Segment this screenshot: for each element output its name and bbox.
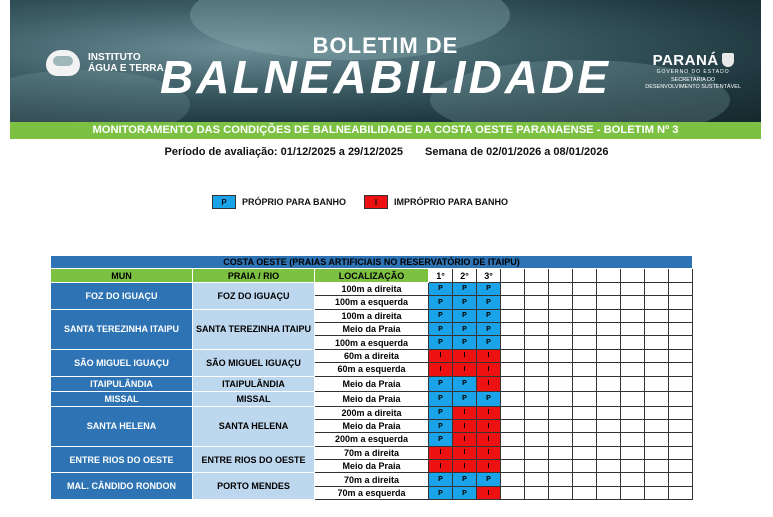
empty-week-cell bbox=[525, 406, 549, 419]
page-title: BALNEABILIDADE bbox=[160, 51, 611, 103]
status-cell: P bbox=[429, 309, 453, 322]
empty-week-cell bbox=[597, 309, 621, 322]
status-cell: P bbox=[453, 309, 477, 322]
status-cell: P bbox=[429, 473, 453, 486]
location-cell: 70m a direita bbox=[315, 473, 429, 486]
beach-cell: SÃO MIGUEL IGUAÇU bbox=[193, 349, 315, 376]
empty-week-cell bbox=[573, 376, 597, 391]
period-line bbox=[0, 146, 773, 158]
municipality-cell: ITAIPULÂNDIA bbox=[51, 376, 193, 391]
status-cell: P bbox=[477, 296, 501, 309]
empty-week-cell bbox=[573, 446, 597, 459]
empty-week-cell bbox=[669, 486, 693, 499]
empty-week-cell bbox=[525, 376, 549, 391]
municipality-cell: SÃO MIGUEL IGUAÇU bbox=[51, 349, 193, 376]
status-cell: P bbox=[429, 433, 453, 446]
municipality-cell: FOZ DO IGUAÇU bbox=[51, 282, 193, 309]
beach-cell: SANTA HELENA bbox=[193, 406, 315, 446]
status-cell: I bbox=[477, 446, 501, 459]
empty-week-cell bbox=[573, 309, 597, 322]
coat-of-arms-icon bbox=[722, 53, 734, 67]
empty-week-cell bbox=[525, 433, 549, 446]
empty-week-cell bbox=[549, 322, 573, 335]
table-title: COSTA OESTE (PRAIAS ARTIFICIAIS NO RESERVATÓRIO DE ITAIPU) bbox=[51, 256, 693, 269]
status-cell: P bbox=[477, 322, 501, 335]
empty-week-cell bbox=[501, 391, 525, 406]
empty-week-cell bbox=[621, 419, 645, 432]
empty-week-cell bbox=[645, 486, 669, 499]
empty-week-cell bbox=[669, 433, 693, 446]
empty-week-cell bbox=[597, 296, 621, 309]
status-cell: I bbox=[429, 363, 453, 376]
location-cell: 200m a esquerda bbox=[315, 433, 429, 446]
status-cell: I bbox=[453, 419, 477, 432]
beach-cell: PORTO MENDES bbox=[193, 473, 315, 500]
beach-cell: SANTA TEREZINHA ITAIPU bbox=[193, 309, 315, 349]
logo-left-line2: ÁGUA E TERRA bbox=[88, 63, 164, 74]
empty-week-cell bbox=[573, 419, 597, 432]
empty-week-cell bbox=[669, 391, 693, 406]
table-header-row bbox=[51, 269, 693, 282]
week-period: Semana de 02/01/2026 a 08/01/2026 bbox=[425, 146, 609, 158]
header-localizacao: LOCALIZAÇÃO bbox=[315, 269, 429, 282]
table-row bbox=[51, 406, 693, 419]
empty-week-cell bbox=[573, 296, 597, 309]
empty-week-cell bbox=[645, 282, 669, 295]
location-cell: Meio da Praia bbox=[315, 460, 429, 473]
empty-week-cell bbox=[645, 419, 669, 432]
empty-week-cell bbox=[525, 473, 549, 486]
location-cell: 100m a esquerda bbox=[315, 296, 429, 309]
status-cell: I bbox=[453, 349, 477, 362]
empty-week-cell bbox=[597, 446, 621, 459]
empty-week-cell bbox=[597, 460, 621, 473]
empty-week-cell bbox=[549, 433, 573, 446]
empty-week-cell bbox=[525, 460, 549, 473]
empty-week-cell bbox=[525, 363, 549, 376]
location-cell: Meio da Praia bbox=[315, 419, 429, 432]
status-cell: P bbox=[453, 391, 477, 406]
status-cell: P bbox=[429, 486, 453, 499]
legend bbox=[212, 195, 508, 209]
status-cell: P bbox=[429, 322, 453, 335]
beach-cell: MISSAL bbox=[193, 391, 315, 406]
location-cell: 100m a direita bbox=[315, 309, 429, 322]
empty-week-cell bbox=[501, 406, 525, 419]
empty-week-cell bbox=[669, 446, 693, 459]
municipality-cell: MAL. CÂNDIDO RONDON bbox=[51, 473, 193, 500]
parana-gov: GOVERNO DO ESTADO bbox=[656, 69, 730, 75]
municipality-cell: MISSAL bbox=[51, 391, 193, 406]
municipality-cell: SANTA HELENA bbox=[51, 406, 193, 446]
status-cell: I bbox=[477, 376, 501, 391]
empty-week-cell bbox=[621, 309, 645, 322]
location-cell: 100m a esquerda bbox=[315, 336, 429, 349]
empty-week-cell bbox=[645, 349, 669, 362]
empty-week-cell bbox=[669, 363, 693, 376]
status-cell: P bbox=[429, 296, 453, 309]
status-cell: I bbox=[453, 460, 477, 473]
empty-week-cell bbox=[525, 486, 549, 499]
empty-week-cell bbox=[669, 282, 693, 295]
status-cell: I bbox=[453, 446, 477, 459]
empty-week-cell bbox=[501, 376, 525, 391]
parana-sec1: SECRETARIA DO bbox=[671, 77, 716, 83]
empty-week-cell bbox=[549, 376, 573, 391]
beach-cell: ITAIPULÂNDIA bbox=[193, 376, 315, 391]
location-cell: Meio da Praia bbox=[315, 376, 429, 391]
empty-week-cell bbox=[621, 336, 645, 349]
empty-week-cell bbox=[597, 376, 621, 391]
status-cell: I bbox=[453, 363, 477, 376]
empty-week-cell bbox=[573, 460, 597, 473]
empty-week-cell bbox=[645, 336, 669, 349]
empty-week-cell bbox=[645, 309, 669, 322]
empty-week-cell bbox=[597, 433, 621, 446]
location-cell: Meio da Praia bbox=[315, 322, 429, 335]
empty-week-cell bbox=[525, 446, 549, 459]
empty-week-cell bbox=[621, 282, 645, 295]
table-row bbox=[51, 391, 693, 406]
status-cell: P bbox=[453, 376, 477, 391]
status-cell: I bbox=[429, 446, 453, 459]
parana-logo bbox=[645, 52, 741, 91]
empty-week-cell bbox=[501, 486, 525, 499]
empty-week-cell bbox=[645, 391, 669, 406]
location-cell: 70m a direita bbox=[315, 446, 429, 459]
status-cell: I bbox=[477, 486, 501, 499]
table-row bbox=[51, 446, 693, 459]
empty-week-cell bbox=[621, 349, 645, 362]
empty-week-cell bbox=[597, 282, 621, 295]
status-cell: P bbox=[429, 419, 453, 432]
header-mun: MUN bbox=[51, 269, 193, 282]
empty-week-cell bbox=[621, 433, 645, 446]
evaluation-period: Período de avaliação: 01/12/2025 a 29/12/2025 bbox=[164, 146, 403, 158]
empty-week-cell bbox=[597, 349, 621, 362]
empty-week-cell bbox=[621, 391, 645, 406]
empty-week-cell bbox=[525, 391, 549, 406]
empty-week-cell bbox=[549, 460, 573, 473]
empty-week-cell bbox=[669, 336, 693, 349]
empty-week-cell bbox=[573, 486, 597, 499]
empty-week-cell bbox=[525, 419, 549, 432]
empty-week-cell bbox=[621, 363, 645, 376]
empty-week-cell bbox=[597, 363, 621, 376]
table-row bbox=[51, 473, 693, 486]
empty-week-cell bbox=[621, 446, 645, 459]
empty-week-cell bbox=[597, 419, 621, 432]
location-cell: 60m a esquerda bbox=[315, 363, 429, 376]
empty-week-cell bbox=[645, 473, 669, 486]
empty-week-cell bbox=[621, 486, 645, 499]
status-cell: I bbox=[429, 460, 453, 473]
empty-week-cell bbox=[645, 296, 669, 309]
status-cell: P bbox=[477, 391, 501, 406]
location-cell: Meio da Praia bbox=[315, 391, 429, 406]
header-banner bbox=[10, 0, 761, 122]
empty-week-cell bbox=[549, 282, 573, 295]
empty-week-cell bbox=[645, 363, 669, 376]
empty-week-cell bbox=[501, 460, 525, 473]
empty-week-cell bbox=[621, 376, 645, 391]
status-cell: I bbox=[477, 406, 501, 419]
empty-week-cell bbox=[501, 296, 525, 309]
empty-week-cell bbox=[621, 296, 645, 309]
empty-week-cell bbox=[597, 336, 621, 349]
status-cell: I bbox=[477, 433, 501, 446]
parana-sec2: DESENVOLVIMENTO SUSTENTÁVEL bbox=[645, 84, 741, 90]
header-col-3: 3° bbox=[477, 269, 501, 282]
empty-week-cell bbox=[549, 486, 573, 499]
empty-week-cell bbox=[501, 363, 525, 376]
empty-week-cell bbox=[549, 419, 573, 432]
subtitle-bar: MONITORAMENTO DAS CONDIÇÕES DE BALNEABILIDADE DA COSTA OESTE PARANAENSE - BOLETIM Nº 3 bbox=[10, 122, 761, 139]
table-row bbox=[51, 376, 693, 391]
empty-week-cell bbox=[597, 406, 621, 419]
empty-week-cell bbox=[501, 322, 525, 335]
empty-week-cell bbox=[549, 296, 573, 309]
empty-week-cell bbox=[573, 473, 597, 486]
status-cell: I bbox=[477, 460, 501, 473]
title-small: BOLETIM DE bbox=[312, 33, 459, 58]
empty-week-cell bbox=[645, 433, 669, 446]
parana-name: PARANÁ bbox=[652, 52, 719, 69]
empty-week-cell bbox=[573, 322, 597, 335]
empty-week-cell bbox=[645, 446, 669, 459]
status-cell: P bbox=[453, 336, 477, 349]
empty-week-cell bbox=[525, 282, 549, 295]
empty-week-cell bbox=[549, 406, 573, 419]
location-cell: 200m a direita bbox=[315, 406, 429, 419]
status-cell: I bbox=[453, 406, 477, 419]
municipality-cell: SANTA TEREZINHA ITAIPU bbox=[51, 309, 193, 349]
logo-left-line1: INSTITUTO bbox=[88, 52, 141, 63]
location-cell: 60m a direita bbox=[315, 349, 429, 362]
empty-week-cell bbox=[525, 322, 549, 335]
empty-week-cell bbox=[549, 309, 573, 322]
status-cell: I bbox=[429, 349, 453, 362]
location-cell: 70m a esquerda bbox=[315, 486, 429, 499]
empty-week-cell bbox=[549, 473, 573, 486]
empty-week-cell bbox=[669, 296, 693, 309]
empty-week-cell bbox=[525, 336, 549, 349]
status-cell: P bbox=[429, 376, 453, 391]
status-cell: I bbox=[477, 349, 501, 362]
status-cell: P bbox=[477, 309, 501, 322]
status-cell: P bbox=[429, 406, 453, 419]
empty-week-cell bbox=[621, 460, 645, 473]
empty-week-cell bbox=[501, 349, 525, 362]
empty-week-cell bbox=[549, 349, 573, 362]
empty-week-cell bbox=[501, 419, 525, 432]
empty-week-cell bbox=[549, 363, 573, 376]
empty-week-cell bbox=[501, 433, 525, 446]
status-cell: P bbox=[453, 322, 477, 335]
empty-week-cell bbox=[669, 376, 693, 391]
empty-week-cell bbox=[573, 363, 597, 376]
status-cell: P bbox=[477, 473, 501, 486]
table-row bbox=[51, 349, 693, 362]
empty-week-cell bbox=[549, 391, 573, 406]
status-cell: I bbox=[477, 363, 501, 376]
empty-week-cell bbox=[501, 309, 525, 322]
status-cell: P bbox=[477, 336, 501, 349]
empty-week-cell bbox=[573, 391, 597, 406]
empty-week-cell bbox=[501, 336, 525, 349]
empty-week-cell bbox=[525, 349, 549, 362]
empty-week-cell bbox=[669, 419, 693, 432]
empty-week-cell bbox=[645, 406, 669, 419]
location-cell: 100m a direita bbox=[315, 282, 429, 295]
legend-i-box: I bbox=[364, 195, 388, 209]
header-praia: PRAIA / RIO bbox=[193, 269, 315, 282]
empty-week-cell bbox=[621, 473, 645, 486]
status-cell: P bbox=[453, 486, 477, 499]
empty-week-cell bbox=[549, 446, 573, 459]
balneability-table bbox=[50, 255, 693, 500]
legend-i-label: IMPRÓPRIO PARA BANHO bbox=[394, 197, 509, 207]
empty-week-cell bbox=[501, 446, 525, 459]
empty-week-cell bbox=[525, 296, 549, 309]
empty-week-cell bbox=[669, 322, 693, 335]
empty-week-cell bbox=[573, 406, 597, 419]
beach-cell: FOZ DO IGUAÇU bbox=[193, 282, 315, 309]
municipality-cell: ENTRE RIOS DO OESTE bbox=[51, 446, 193, 473]
empty-week-cell bbox=[669, 349, 693, 362]
empty-week-cell bbox=[597, 391, 621, 406]
empty-week-cell bbox=[645, 460, 669, 473]
header-col-2: 2° bbox=[453, 269, 477, 282]
empty-week-cell bbox=[621, 322, 645, 335]
beach-cell: ENTRE RIOS DO OESTE bbox=[193, 446, 315, 473]
empty-week-cell bbox=[645, 322, 669, 335]
empty-week-cell bbox=[501, 282, 525, 295]
header-col-1: 1° bbox=[429, 269, 453, 282]
empty-week-cell bbox=[573, 433, 597, 446]
table-row bbox=[51, 282, 693, 295]
empty-week-cell bbox=[645, 376, 669, 391]
empty-week-cell bbox=[597, 322, 621, 335]
empty-week-cell bbox=[621, 406, 645, 419]
empty-week-cell bbox=[501, 473, 525, 486]
legend-p-label: PRÓPRIO PARA BANHO bbox=[242, 197, 347, 207]
empty-week-cell bbox=[573, 336, 597, 349]
empty-week-cell bbox=[669, 406, 693, 419]
status-cell: P bbox=[453, 282, 477, 295]
status-cell: P bbox=[453, 473, 477, 486]
status-cell: I bbox=[453, 433, 477, 446]
empty-week-cell bbox=[669, 473, 693, 486]
status-cell: P bbox=[429, 336, 453, 349]
status-cell: P bbox=[477, 282, 501, 295]
status-cell: P bbox=[429, 391, 453, 406]
empty-week-cell bbox=[669, 309, 693, 322]
empty-week-cell bbox=[525, 309, 549, 322]
status-cell: P bbox=[429, 282, 453, 295]
empty-week-cell bbox=[549, 336, 573, 349]
empty-week-cell bbox=[573, 349, 597, 362]
status-cell: I bbox=[477, 419, 501, 432]
empty-week-cell bbox=[573, 282, 597, 295]
empty-week-cell bbox=[597, 486, 621, 499]
table-row bbox=[51, 309, 693, 322]
empty-week-cell bbox=[597, 473, 621, 486]
status-cell: P bbox=[453, 296, 477, 309]
empty-week-cell bbox=[669, 460, 693, 473]
legend-p-box: P bbox=[212, 195, 236, 209]
